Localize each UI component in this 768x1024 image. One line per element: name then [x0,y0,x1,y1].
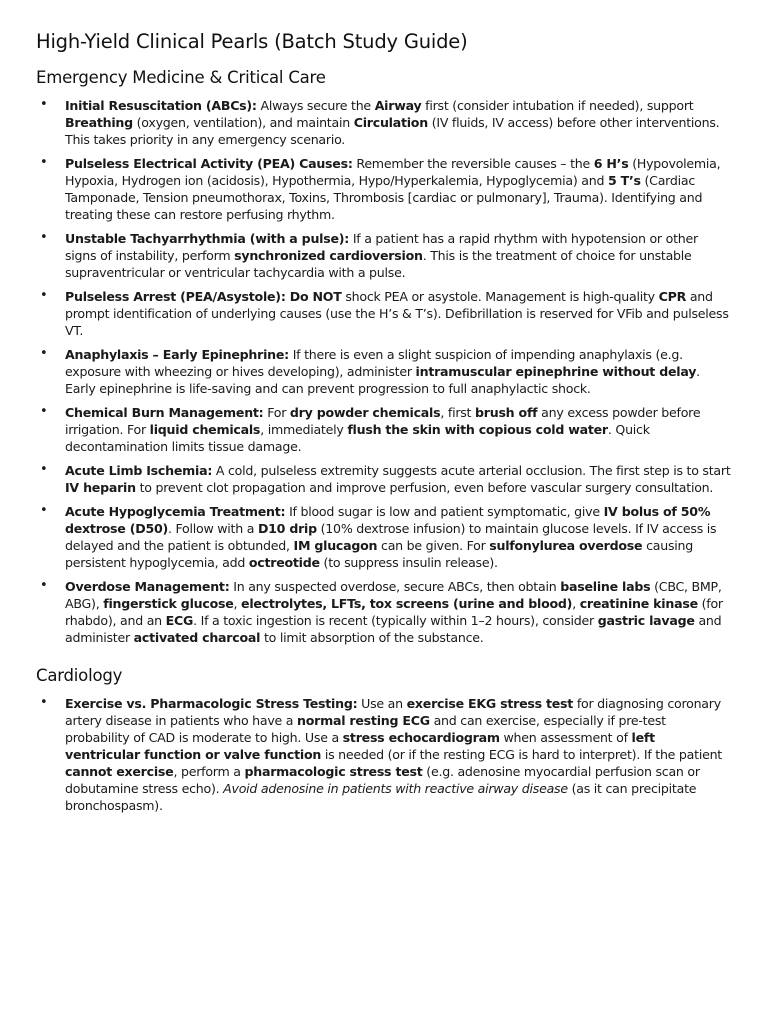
bullet-icon: • [40,155,48,170]
list-item [36,503,732,571]
bullet-list-emergency [36,97,732,646]
list-item [36,695,732,814]
list-item-text: Pulseless Electrical Activity (PEA) Causes: Remember the reversible causes – the 6 H’s (Hypovolemia, Hypoxia, Hydrogen ion (acidosis), Hypothermia, Hypo/Hyperkalemia, Hypoglycemia) and 5 T’s (Cardiac Tamponade, Tension pneumothorax, Toxins, Thrombosis [cardiac or pulmonary], Trauma). Identifying and treating these can restore perfusing rhythm. [65,156,721,222]
list-item-text: Initial Resuscitation (ABCs): Always secure the Airway first (consider intubation if needed), support Breathing (oxygen, ventilation), and maintain Circulation (IV fluids, IV access) before other interventions. This takes priority in any emergency scenario. [65,98,720,147]
section-heading-cardiology: Cardiology [36,666,123,685]
list-item [36,404,732,455]
bullet-icon: • [40,503,48,518]
bullet-icon: • [40,97,48,112]
list-item-text: Acute Limb Ischemia: A cold, pulseless extremity suggests acute arterial occlusion. The first step is to start IV heparin to prevent clot propagation and improve perfusion, even before vascular surgery consultation. [65,463,731,495]
bullet-icon: • [40,462,48,477]
list-item-text: Acute Hypoglycemia Treatment: If blood sugar is low and patient symptomatic, give IV bolus of 50% dextrose (D50). Follow with a D10 drip (10% dextrose infusion) to maintain glucose levels. If IV access is delayed and the patient is obtunded, IM glucagon can be given. For sulfonylurea overdose causing persistent hypoglycemia, add octreotide (to suppress insulin release). [65,504,717,570]
list-item [36,155,732,223]
section-heading-emergency: Emergency Medicine & Critical Care [36,68,326,87]
bullet-icon: • [40,578,48,593]
list-item-text: Overdose Management: In any suspected overdose, secure ABCs, then obtain baseline labs (CBC, BMP, ABG), fingerstick glucose, electrolytes, LFTs, tox screens (urine and blood), creatinine kinase (for rhabdo), and an ECG. If a toxic ingestion is recent (typically within 1–2 hours), consider gastric lavage and administer activated charcoal to limit absorption of the substance. [65,579,723,645]
page-title: High-Yield Clinical Pearls (Batch Study Guide) [36,30,468,53]
list-item-text: Chemical Burn Management: For dry powder chemicals, first brush off any excess powder before irrigation. For liquid chemicals, immediately flush the skin with copious cold water. Quick decontamination limits tissue damage. [65,405,701,454]
bullet-icon: • [40,404,48,419]
list-item [36,578,732,646]
list-item [36,346,732,397]
bullet-icon: • [40,695,48,710]
list-item-text: Unstable Tachyarrhythmia (with a pulse): If a patient has a rapid rhythm with hypotension or other signs of instability, perform synchronized cardioversion. This is the treatment of choice for unstable supraventricular or ventricular tachycardia with a pulse. [65,231,698,280]
bullet-list-cardiology [36,695,732,814]
list-item-text: Exercise vs. Pharmacologic Stress Testing: Use an exercise EKG stress test for diagnosing coronary artery disease in patients who have a normal resting ECG and can exercise, especially if pre-test probability of CAD is moderate to high. Use a stress echocardiogram when assessment of left ventricular function or valve function is needed (or if the resting ECG is hard to interpret). If the patient cannot exercise, perform a pharmacologic stress test (e.g. adenosine myocardial perfusion scan or dobutamine stress echo). Avoid adenosine in patients with reactive airway disease (as it can precipitate bronchospasm). [65,696,722,813]
bullet-icon: • [40,230,48,245]
list-item-text: Pulseless Arrest (PEA/Asystole): Do NOT shock PEA or asystole. Management is high-quality CPR and prompt identification of underlying causes (use the H’s & T’s). Defibrillation is reserved for VFib and pulseless VT. [65,289,729,338]
list-item [36,462,732,496]
bullet-icon: • [40,346,48,361]
list-item-text: Anaphylaxis – Early Epinephrine: If there is even a slight suspicion of impending anaphylaxis (e.g. exposure with wheezing or hives developing), administer intramuscular epinephrine without delay. Early epinephrine is life-saving and can prevent progression to full anaphylactic shock. [65,347,700,396]
bullet-icon: • [40,288,48,303]
list-item [36,288,732,339]
list-item [36,97,732,148]
list-item [36,230,732,281]
